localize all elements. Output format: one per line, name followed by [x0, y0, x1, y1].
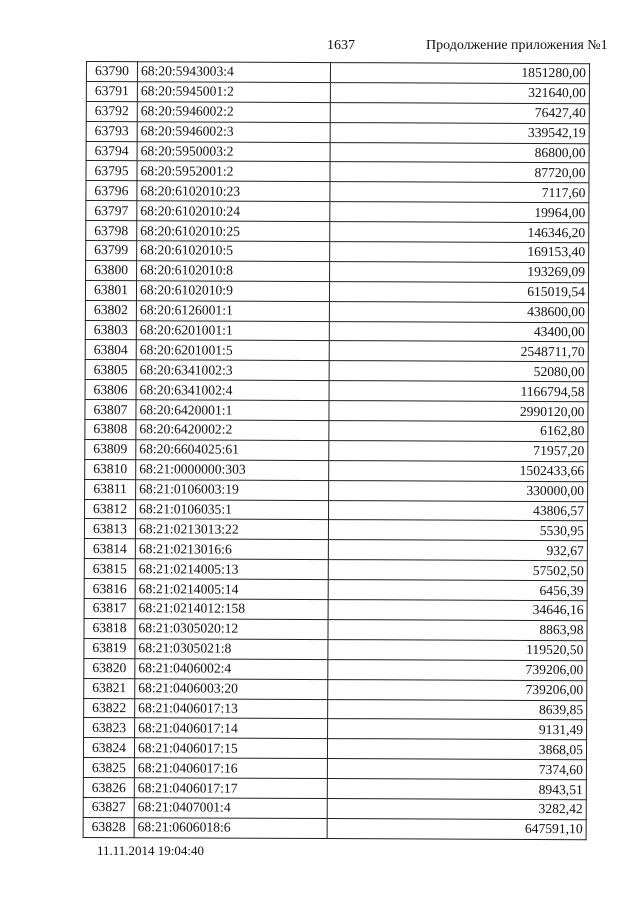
value-cell: 2548711,70 [329, 341, 588, 362]
cadastral-number-cell: 68:20:6341002:4 [136, 380, 329, 401]
row-number-cell: 63804 [85, 340, 136, 360]
row-number-cell: 63799 [86, 241, 137, 261]
value-cell: 87720,00 [330, 162, 589, 183]
cadastral-number-cell: 68:20:5946002:2 [137, 102, 330, 123]
value-cell: 1851280,00 [330, 63, 589, 84]
row-number-cell: 63797 [86, 201, 137, 221]
table-row [86, 101, 589, 123]
row-number-cell: 63820 [84, 658, 135, 678]
value-cell: 8943,51 [327, 779, 586, 800]
row-number-cell: 63816 [84, 579, 135, 599]
row-number-cell: 63791 [86, 81, 137, 101]
table-row [86, 62, 589, 84]
row-number-cell: 63813 [84, 519, 135, 539]
cadastral-number-cell: 68:21:0106035:1 [136, 499, 329, 520]
value-cell: 52080,00 [329, 361, 588, 382]
row-number-cell: 63805 [85, 360, 136, 380]
cadastral-number-cell: 68:21:0407001:4 [134, 798, 327, 819]
value-cell: 7374,60 [327, 759, 586, 780]
value-cell: 43400,00 [329, 321, 588, 342]
table-row [83, 778, 586, 800]
row-number-cell: 63798 [86, 221, 137, 241]
table-row [84, 539, 587, 561]
cadastral-number-cell: 68:20:6420001:1 [136, 400, 329, 421]
value-cell: 169153,40 [330, 242, 589, 263]
row-number-cell: 63808 [85, 420, 136, 440]
cadastral-number-cell: 68:20:6201001:1 [136, 320, 329, 341]
table-row [85, 459, 588, 481]
value-cell: 615019,54 [329, 281, 588, 302]
cadastral-number-cell: 68:20:6102010:23 [137, 181, 330, 202]
value-cell: 1166794,58 [329, 381, 588, 402]
row-number-cell: 63792 [86, 101, 137, 121]
row-number-cell: 63822 [84, 698, 135, 718]
value-cell: 739206,00 [328, 659, 587, 680]
value-cell: 8863,98 [328, 619, 587, 640]
value-cell: 438600,00 [329, 301, 588, 322]
cadastral-number-cell: 68:21:0406002:4 [135, 658, 328, 679]
table-row [84, 618, 587, 640]
value-cell: 57502,50 [328, 560, 587, 581]
cadastral-number-cell: 68:20:5952001:2 [137, 161, 330, 182]
table-row [84, 579, 587, 601]
value-cell: 34646,16 [328, 600, 587, 621]
print-timestamp: 11.11.2014 19:04:40 [97, 843, 205, 858]
cadastral-number-cell: 68:20:6126001:1 [136, 300, 329, 321]
table-row [84, 638, 587, 660]
table-row [84, 559, 587, 581]
value-cell: 193269,09 [330, 261, 589, 282]
value-cell: 739206,00 [328, 679, 587, 700]
value-cell: 9131,49 [328, 719, 587, 740]
table-body [83, 62, 589, 840]
row-number-cell: 63795 [86, 161, 137, 181]
table-row [84, 599, 587, 621]
cadastral-number-cell: 68:20:6102010:9 [136, 281, 329, 302]
value-cell: 330000,00 [329, 480, 588, 501]
row-number-cell: 63793 [86, 121, 137, 141]
cadastral-number-cell: 68:21:0406017:13 [135, 698, 328, 719]
table-row [83, 738, 586, 760]
table-row [86, 141, 589, 163]
table-row [83, 758, 586, 780]
value-cell: 19964,00 [330, 202, 589, 223]
cadastral-number-cell: 68:21:0406017:14 [135, 718, 328, 739]
row-number-cell: 63818 [84, 618, 135, 638]
row-number-cell: 63810 [85, 459, 136, 479]
value-cell: 3868,05 [327, 739, 586, 760]
table-row [84, 658, 587, 680]
table-row [85, 499, 588, 521]
value-cell: 76427,40 [330, 102, 589, 123]
row-number-cell: 63790 [86, 62, 137, 82]
cadastral-number-cell: 68:21:0305020:12 [135, 619, 328, 640]
table-row [85, 300, 588, 322]
value-cell: 146346,20 [330, 222, 589, 243]
row-number-cell: 63828 [83, 817, 134, 837]
row-number-cell: 63803 [85, 320, 136, 340]
cadastral-number-cell: 68:21:0213016:6 [135, 539, 328, 560]
cadastral-number-cell: 68:20:6102010:5 [137, 241, 330, 262]
table-row [86, 81, 589, 103]
row-number-cell: 63827 [83, 797, 134, 817]
table-row [86, 221, 589, 243]
cadastral-table [83, 61, 590, 840]
row-number-cell: 63824 [83, 738, 134, 758]
row-number-cell: 63800 [86, 260, 137, 280]
cadastral-number-cell: 68:20:6201001:5 [136, 340, 329, 361]
cadastral-number-cell: 68:20:6102010:25 [137, 221, 330, 242]
page-number: 1637 [327, 38, 355, 53]
table-row [86, 121, 589, 143]
value-cell: 86800,00 [330, 142, 589, 163]
cadastral-number-cell: 68:21:0406017:16 [134, 758, 327, 779]
value-cell: 932,67 [328, 540, 587, 561]
row-number-cell: 63811 [85, 479, 136, 499]
row-number-cell: 63819 [84, 638, 135, 658]
table-row [86, 260, 589, 282]
row-number-cell: 63814 [84, 539, 135, 559]
table-row [83, 797, 586, 819]
value-cell: 5530,95 [328, 520, 587, 541]
value-cell: 1502433,66 [329, 460, 588, 481]
value-cell: 71957,20 [329, 440, 588, 461]
cadastral-number-cell: 68:20:5950003:2 [137, 141, 330, 162]
row-number-cell: 63815 [84, 559, 135, 579]
table-row [86, 201, 589, 223]
cadastral-number-cell: 68:21:0214012:158 [135, 599, 328, 620]
cadastral-number-cell: 68:21:0213013:22 [135, 519, 328, 540]
row-number-cell: 63821 [84, 678, 135, 698]
cadastral-number-cell: 68:20:6420002:2 [136, 420, 329, 441]
table-row [85, 479, 588, 501]
table-row [85, 280, 588, 302]
table-row [83, 817, 586, 839]
row-number-cell: 63812 [85, 499, 136, 519]
row-number-cell: 63796 [86, 181, 137, 201]
cadastral-number-cell: 68:21:0214005:14 [135, 579, 328, 600]
cadastral-number-cell: 68:21:0406003:20 [135, 678, 328, 699]
cadastral-number-cell: 68:20:5943003:4 [137, 62, 330, 83]
cadastral-number-cell: 68:21:0214005:13 [135, 559, 328, 580]
value-cell: 43806,57 [328, 500, 587, 521]
table-row [84, 519, 587, 541]
table-row [85, 400, 588, 422]
row-number-cell: 63826 [83, 778, 134, 798]
value-cell: 339542,19 [330, 122, 589, 143]
row-number-cell: 63825 [83, 758, 134, 778]
row-number-cell: 63817 [84, 599, 135, 619]
cadastral-number-cell: 68:20:5945001:2 [137, 82, 330, 103]
row-number-cell: 63802 [85, 300, 136, 320]
value-cell: 321640,00 [330, 82, 589, 103]
cadastral-number-cell: 68:21:0406017:15 [134, 738, 327, 759]
table-row [85, 360, 588, 382]
table-row [84, 678, 587, 700]
row-number-cell: 63807 [85, 400, 136, 420]
cadastral-number-cell: 68:21:0606018:6 [134, 818, 327, 839]
table-row [85, 340, 588, 362]
row-number-cell: 63801 [85, 280, 136, 300]
value-cell: 119520,50 [328, 639, 587, 660]
table-row [85, 420, 588, 442]
row-number-cell: 63794 [86, 141, 137, 161]
table-row [85, 380, 588, 402]
value-cell: 647591,10 [327, 818, 586, 839]
appendix-title: Продолжение приложения №1 [426, 38, 608, 53]
value-cell: 7117,60 [330, 182, 589, 203]
cadastral-number-cell: 68:21:0305021:8 [135, 639, 328, 660]
table-row [86, 241, 589, 263]
table-row [85, 439, 588, 461]
row-number-cell: 63809 [85, 439, 136, 459]
cadastral-number-cell: 68:20:6604025:61 [136, 440, 329, 461]
cadastral-number-cell: 68:21:0000000:303 [136, 460, 329, 481]
value-cell: 8639,85 [328, 699, 587, 720]
value-cell: 6456,39 [328, 580, 587, 601]
cadastral-number-cell: 68:20:5946002:3 [137, 121, 330, 142]
cadastral-number-cell: 68:20:6102010:8 [137, 261, 330, 282]
row-number-cell: 63823 [84, 718, 135, 738]
cadastral-number-cell: 68:21:0106003:19 [136, 479, 329, 500]
value-cell: 6162,80 [329, 421, 588, 442]
cadastral-number-cell: 68:21:0406017:17 [134, 778, 327, 799]
table-row [84, 698, 587, 720]
cadastral-number-cell: 68:20:6102010:24 [137, 201, 330, 222]
cadastral-number-cell: 68:20:6341002:3 [136, 360, 329, 381]
row-number-cell: 63806 [85, 380, 136, 400]
table-row [85, 320, 588, 342]
value-cell: 3282,42 [327, 799, 586, 820]
value-cell: 2990120,00 [329, 401, 588, 422]
table-row [84, 718, 587, 740]
table-row [86, 161, 589, 183]
table-row [86, 181, 589, 203]
